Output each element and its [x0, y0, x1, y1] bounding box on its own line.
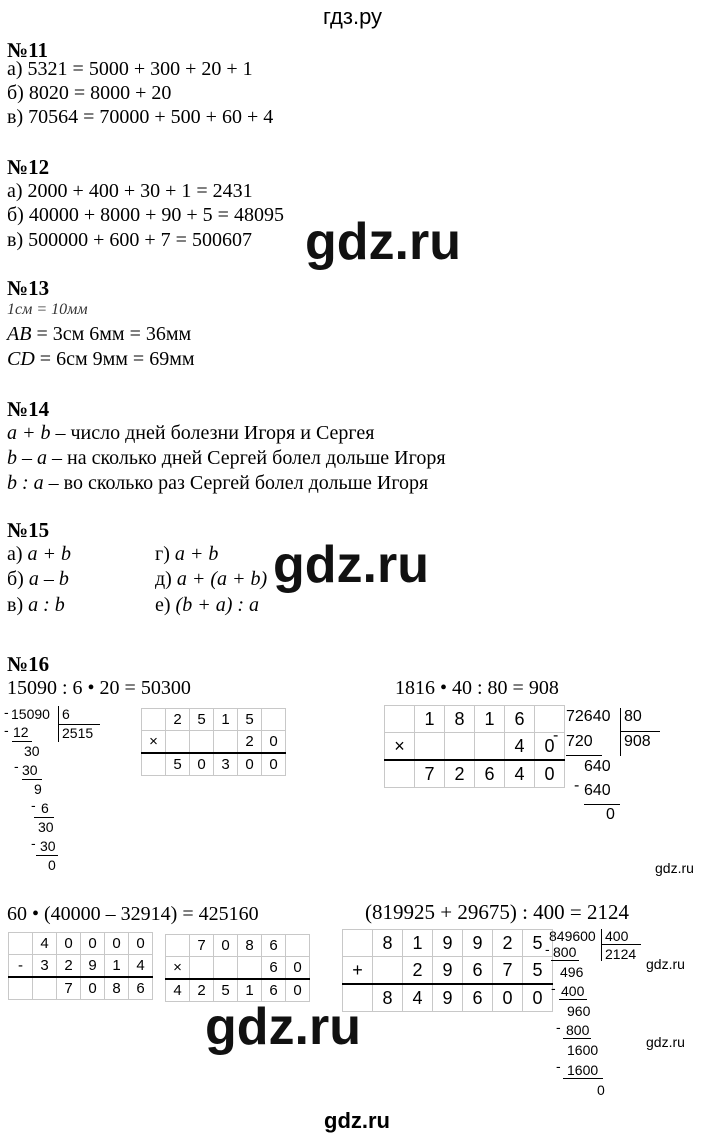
task-16-eq-4: (819925 + 29675) : 400 = 2124	[365, 900, 630, 924]
task-14-line-3: b : a – во сколько раз Сергей болел дольше Игоря	[7, 472, 429, 494]
watermark-gdz-small-1: gdz.ru	[655, 860, 694, 876]
watermark-gdz-small-3: gdz.ru	[646, 1034, 685, 1050]
task-13-ab: AB = 3см 6мм = 36мм	[7, 323, 192, 345]
multiplication-grid-2: 1 8 1 6 × 4 0 7 2 6 4 0	[384, 705, 565, 788]
task-15-a: а) a + b	[7, 543, 72, 565]
task-12-line-c: в) 500000 + 600 + 7 = 500607	[7, 229, 252, 251]
task-12-line-b: б) 40000 + 8000 + 90 + 5 = 48095	[7, 204, 284, 226]
task-13-note: 1см = 10мм	[7, 301, 88, 318]
task-11-line-a: а) 5321 = 5000 + 300 + 20 + 1	[7, 58, 253, 80]
watermark-gdz-1: gdz.ru	[305, 213, 461, 271]
watermark-gdz-small-2: gdz.ru	[646, 956, 685, 972]
site-header: гдз.ру	[323, 4, 383, 29]
task-15-c: в) a : b	[7, 594, 65, 616]
task-11-number: №11	[7, 38, 48, 62]
task-13-cd: CD = 6см 9мм = 69мм	[7, 348, 195, 370]
task-13-number: №13	[7, 276, 50, 300]
task-15-d: г) a + b	[155, 543, 219, 565]
task-12-line-a: а) 2000 + 400 + 30 + 1 = 2431	[7, 180, 253, 202]
multiplication-grid-3: 7 0 8 6 × 6 0 4 2 5 1 6 0	[165, 934, 310, 1002]
task-16-eq-3: 60 • (40000 – 32914) = 425160	[7, 903, 259, 925]
task-11-line-b: б) 8020 = 8000 + 20	[7, 82, 172, 104]
task-16-eq-2: 1816 • 40 : 80 = 908	[395, 677, 559, 699]
task-11-line-c: в) 70564 = 70000 + 500 + 60 + 4	[7, 106, 274, 128]
task-14-line-1: a + b – число дней болезни Игоря и Сергея	[7, 422, 375, 444]
task-15-number: №15	[7, 518, 50, 542]
task-15-b: б) a – b	[7, 568, 69, 590]
task-15-e: д) a + (a + b)	[155, 568, 268, 590]
footer-watermark: gdz.ru	[324, 1108, 390, 1133]
subtraction-grid: 4 0 0 0 0 - 3 2 9 1 4 7 0 8 6	[8, 932, 153, 1000]
task-14-number: №14	[7, 397, 50, 421]
task-16-eq-1: 15090 : 6 • 20 = 50300	[7, 677, 191, 699]
task-14-line-2: b – a – на сколько дней Сергей болел дольше Игоря	[7, 447, 446, 469]
addition-grid: 8 1 9 9 2 5 + 2 9 6 7 5 8 4 9 6 0 0	[342, 929, 553, 1012]
task-12-number: №12	[7, 155, 50, 179]
task-15-f: е) (b + a) : a	[155, 594, 260, 616]
watermark-gdz-3: gdz.ru	[205, 998, 361, 1056]
watermark-gdz-2: gdz.ru	[273, 536, 429, 594]
task-16-number: №16	[7, 652, 50, 676]
multiplication-grid-1: 2 5 1 5 × 2 0 5 0 3 0 0	[141, 708, 286, 776]
